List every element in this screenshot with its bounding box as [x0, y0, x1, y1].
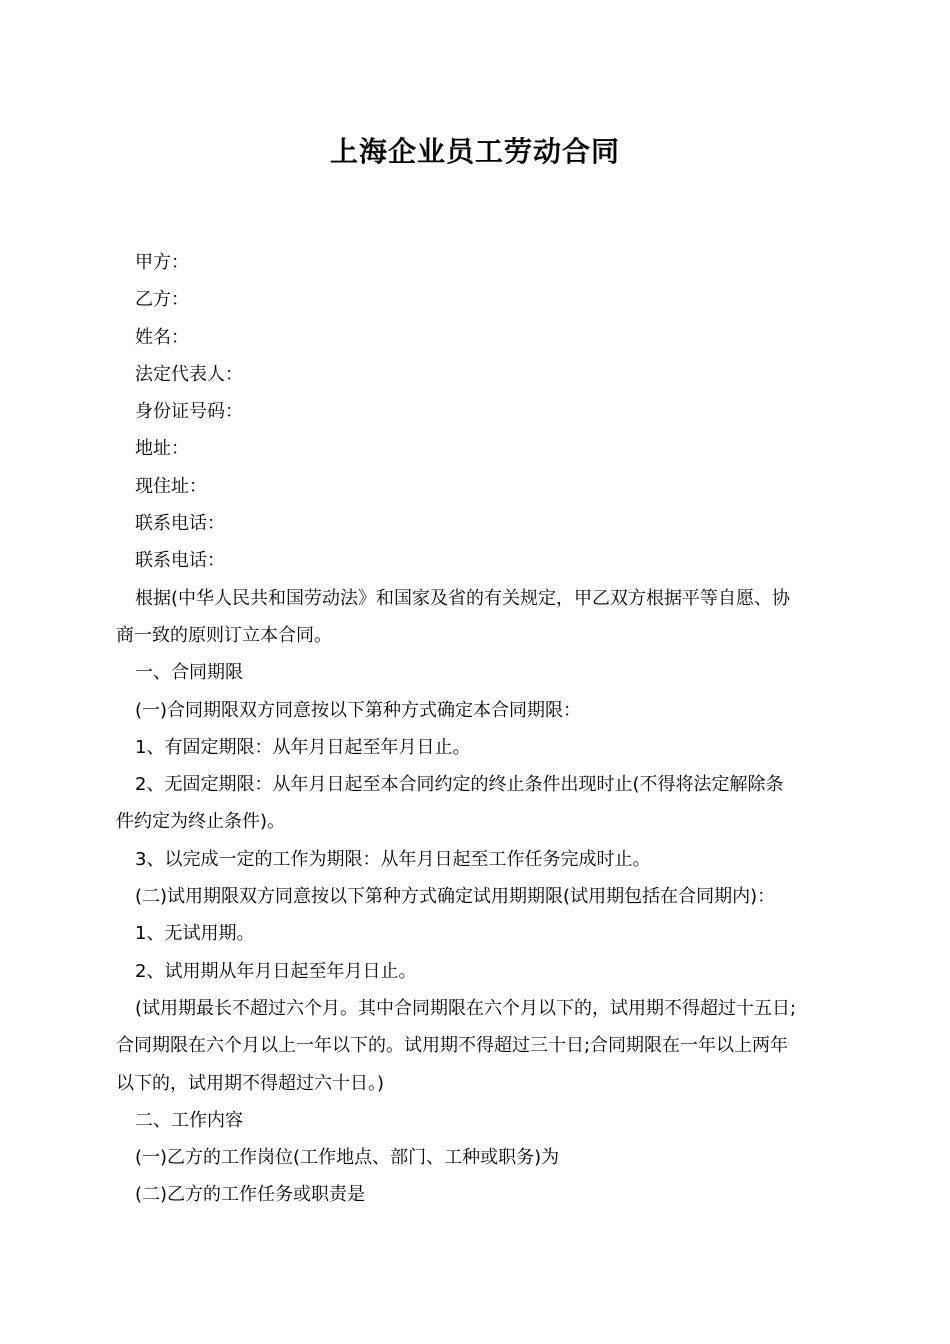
document-line: 2、试用期从年月日起至年月日止。 — [135, 960, 417, 982]
document-line: 1、无试用期。 — [135, 923, 255, 945]
document-line: 根据(中华人民共和国劳动法》和国家及省的有关规定，甲乙双方根据平等自愿、协 — [135, 587, 791, 609]
document-line: (试用期最长不超过六个月。其中合同期限在六个月以下的，试用期不得超过十五日; — [135, 997, 797, 1019]
document-line: 地址： — [135, 438, 189, 460]
document-line: (二)乙方的工作任务或职责是 — [135, 1184, 366, 1206]
document-line: 3、以完成一定的工作为期限：从年月日起至工作任务完成时止。 — [135, 848, 651, 870]
document-line: 2、无固定期限：从年月日起至本合同约定的终止条件出现时止(不得将法定解除条 — [135, 774, 784, 796]
document-line: 1、有固定期限：从年月日起至年月日止。 — [135, 736, 471, 758]
document-body — [116, 244, 840, 1214]
document-line: 合同期限在六个月以上一年以下的。试用期不得超过三十日;合同期限在一年以上两年 — [116, 1035, 789, 1057]
document-line: 法定代表人： — [135, 363, 243, 385]
document-line: 以下的，试用期不得超过六十日。) — [116, 1072, 385, 1094]
document-line: (一)合同期限双方同意按以下第种方式确定本合同期限： — [135, 699, 582, 721]
document-line: 商一致的原则订立本合同。 — [116, 624, 332, 646]
document-line: 现住址： — [135, 475, 207, 497]
document-line: 联系电话： — [135, 513, 225, 535]
document-line: (一)乙方的工作岗位(工作地点、部门、工种或职务)为 — [135, 1147, 560, 1169]
document-line: 甲方： — [135, 252, 189, 273]
document-line: (二)试用期限双方同意按以下第种方式确定试用期期限(试用期包括在合同期内)： — [135, 886, 776, 908]
document-line: 一、合同期限 — [135, 662, 243, 684]
document-line: 身份证号码： — [135, 401, 243, 423]
document-line: 姓名： — [135, 326, 189, 348]
document-line: 件约定为终止条件)。 — [116, 811, 286, 833]
document-title: 上海企业员工劳动合同 — [329, 135, 620, 168]
document-line: 二、工作内容 — [135, 1109, 243, 1131]
document-line: 联系电话： — [135, 550, 225, 572]
document-line: 乙方： — [135, 289, 189, 311]
